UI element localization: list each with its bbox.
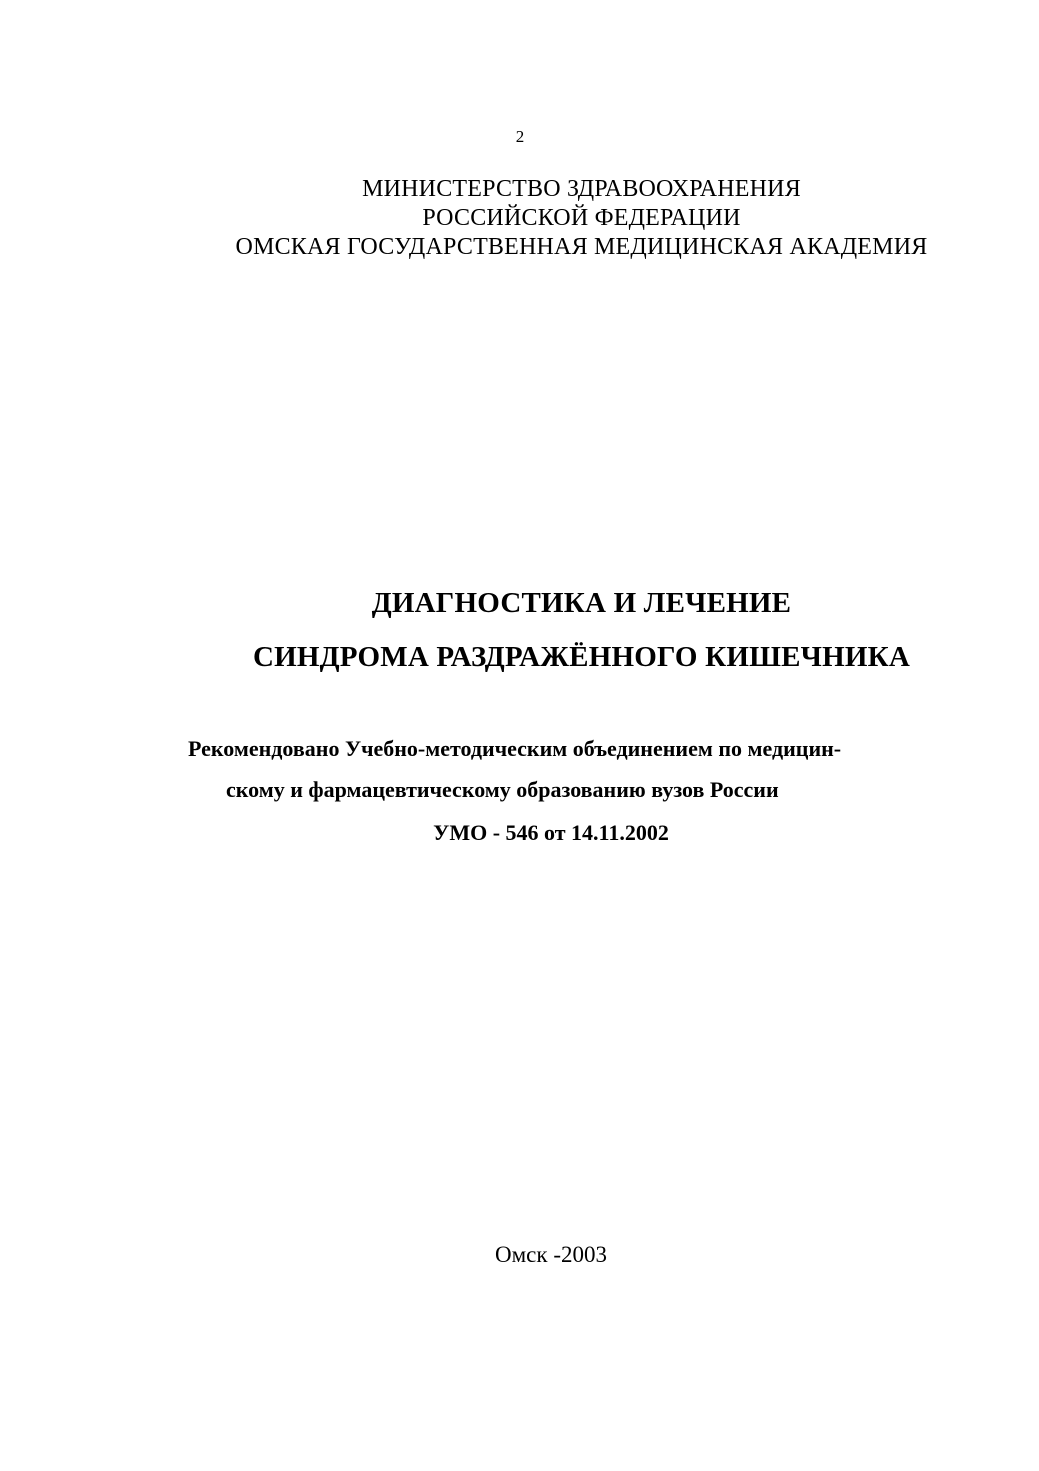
document-title-line-1: ДИАГНОСТИКА И ЛЕЧЕНИЕ (371, 587, 792, 619)
publication-place-year: Омск -2003 (495, 1242, 607, 1267)
federation-name: РОССИЙСКОЙ ФЕДЕРАЦИИ (422, 205, 741, 231)
document-title-line-2: СИНДРОМА РАЗДРАЖЁННОГО КИШЕЧНИКА (252, 641, 911, 673)
recommendation-line-1: Рекомендовано Учебно-методическим объединением по медицин- (188, 736, 842, 761)
umo-approval: УМО - 546 от 14.11.2002 (433, 820, 669, 845)
page-number: 2 (515, 127, 525, 146)
ministry-name: МИНИСТЕРСТВО ЗДРАВООХРАНЕНИЯ (362, 176, 801, 202)
academy-name: ОМСКАЯ ГОСУДАРСТВЕННАЯ МЕДИЦИНСКАЯ АКАДЕМИЯ (235, 234, 928, 260)
recommendation-line-2: скому и фармацевтическому образованию вузов России (226, 777, 779, 802)
